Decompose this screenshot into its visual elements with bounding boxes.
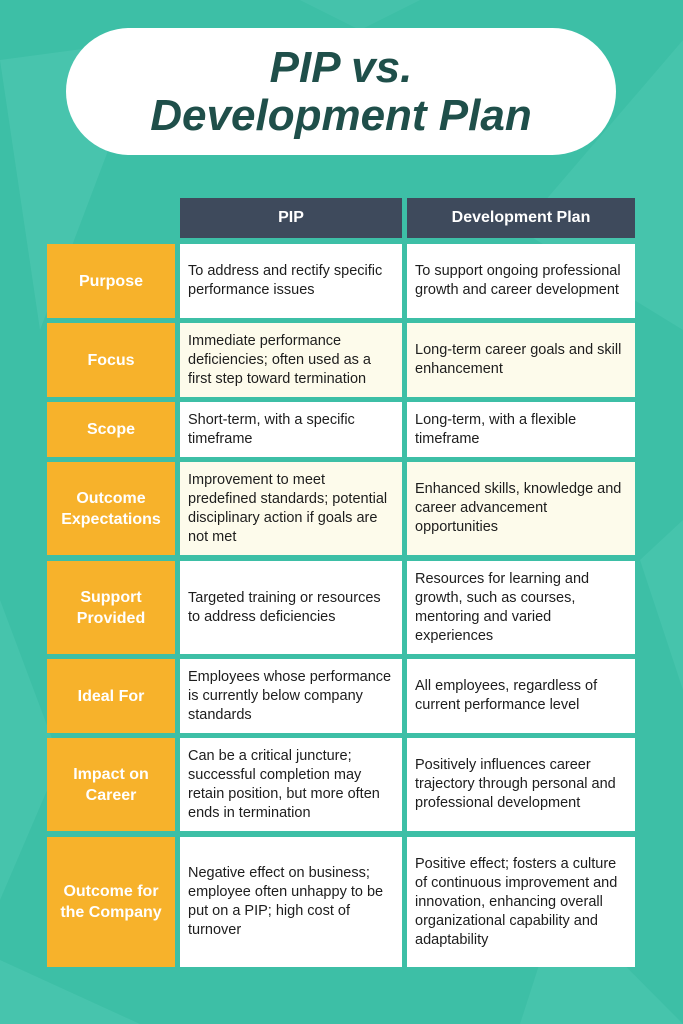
pip-cell: Can be a critical juncture; successful completion may retain position, but more often ends in termination	[180, 738, 402, 831]
pip-cell: Employees whose performance is currently below company standards	[180, 659, 402, 733]
dev-plan-cell: Positively influences career trajectory through personal and professional development	[407, 738, 635, 831]
row-label: Scope	[47, 402, 175, 457]
dev-plan-cell: Long-term, with a flexible timeframe	[407, 402, 635, 457]
row-label: Impact on Career	[47, 738, 175, 831]
pip-cell: To address and rectify specific performance issues	[180, 244, 402, 318]
row-label: Outcome for the Company	[47, 837, 175, 967]
dev-plan-cell: To support ongoing professional growth and career development	[407, 244, 635, 318]
title-line-2: Development Plan	[150, 90, 532, 140]
row-label: Focus	[47, 323, 175, 397]
pip-cell: Immediate performance deficiencies; often used as a first step toward termination	[180, 323, 402, 397]
pip-cell: Improvement to meet predefined standards; potential disciplinary action if goals are not met	[180, 462, 402, 555]
dev-plan-cell: Long-term career goals and skill enhancement	[407, 323, 635, 397]
title-line-1: PIP vs.	[269, 42, 413, 92]
row-label: Support Provided	[47, 561, 175, 654]
pip-cell: Targeted training or resources to address deficiencies	[180, 561, 402, 654]
dev-plan-cell: Enhanced skills, knowledge and career advancement opportunities	[407, 462, 635, 555]
row-label: Purpose	[47, 244, 175, 318]
pip-cell: Negative effect on business; employee often unhappy to be put on a PIP; high cost of turnover	[180, 837, 402, 967]
dev-plan-cell: All employees, regardless of current performance level	[407, 659, 635, 733]
row-label: Outcome Expectations	[47, 462, 175, 555]
dev-plan-cell: Positive effect; fosters a culture of continuous improvement and innovation, enhancing overall organizational capability and adaptability	[407, 837, 635, 967]
column-header-pip: PIP	[180, 198, 402, 238]
row-label: Ideal For	[47, 659, 175, 733]
pip-cell: Short-term, with a specific timeframe	[180, 402, 402, 457]
dev-plan-cell: Resources for learning and growth, such as courses, mentoring and varied experiences	[407, 561, 635, 654]
column-header-development-plan: Development Plan	[407, 198, 635, 238]
